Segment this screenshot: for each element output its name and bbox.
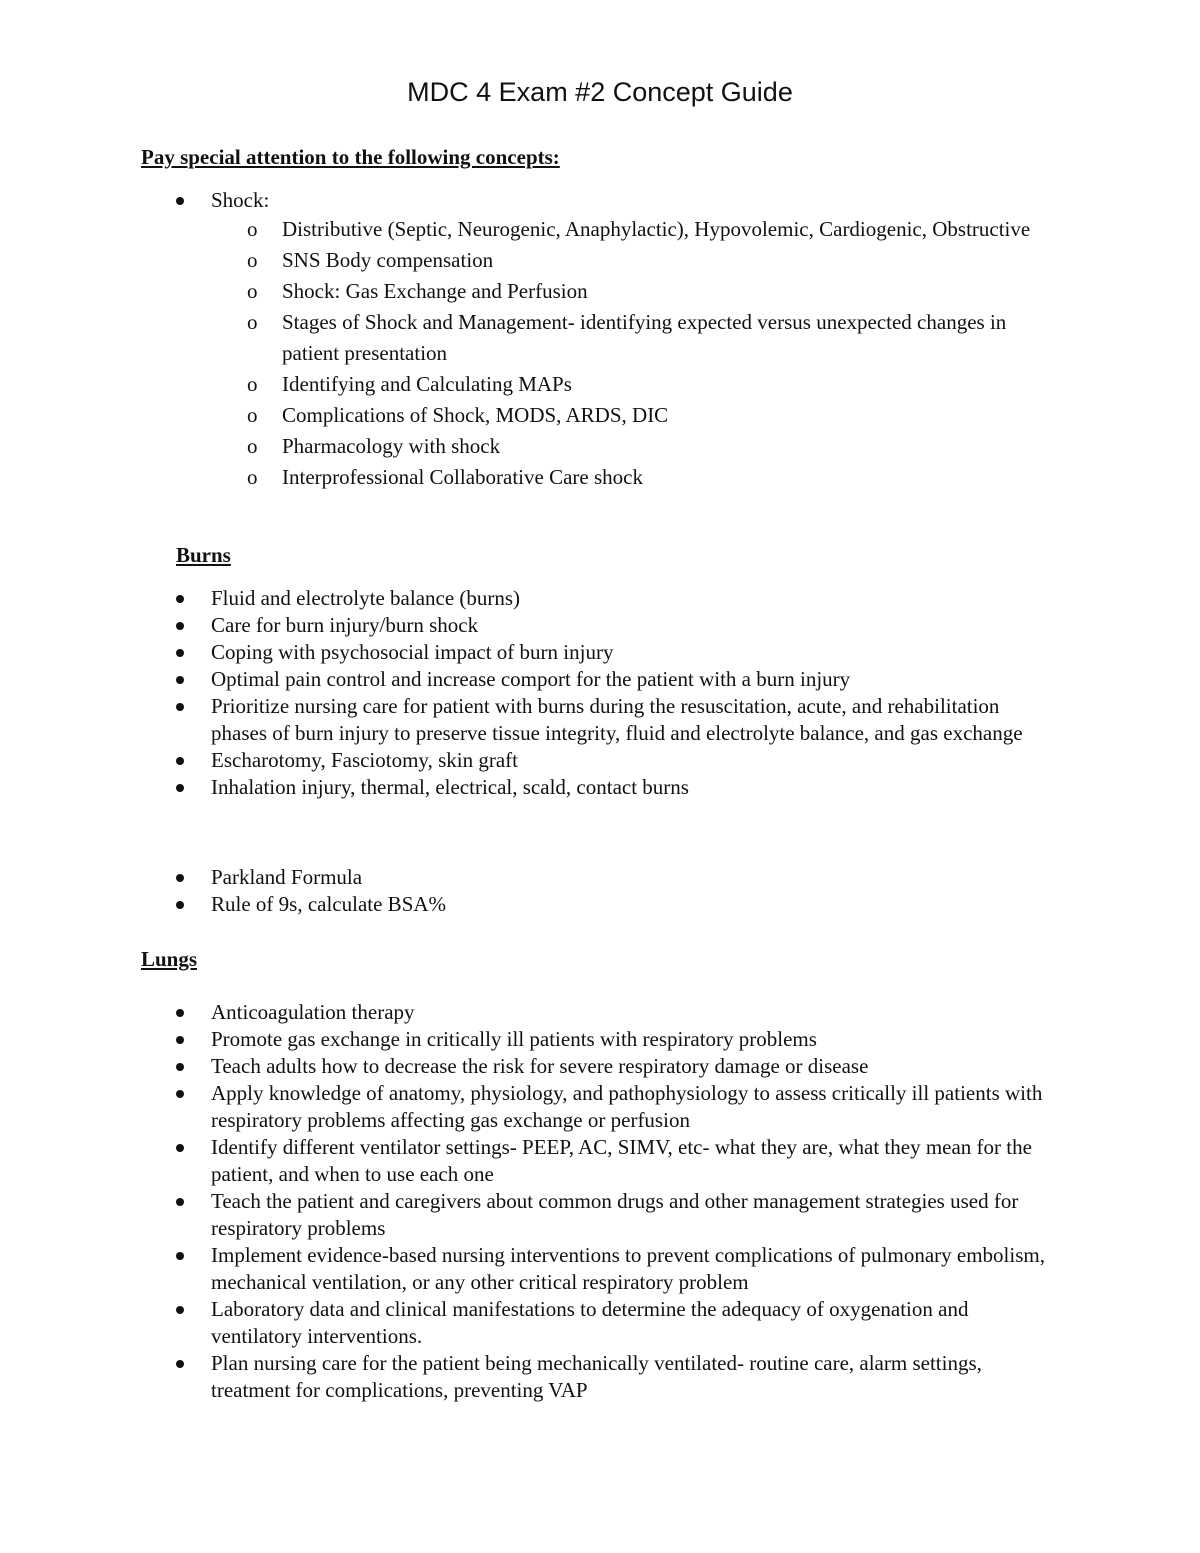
bullet-icon (176, 784, 184, 792)
bullet-icon (176, 622, 184, 630)
bullet-icon (176, 1090, 184, 1098)
bullet-icon (176, 1144, 184, 1152)
list-item: Escharotomy, Fasciotomy, skin graft (0, 747, 1051, 774)
bullet-icon (176, 1306, 184, 1314)
lungs-heading: Lungs (141, 947, 198, 971)
sub-list-item: o Distributive (Septic, Neurogenic, Anaphylactic), Hypovolemic, Cardiogenic, Obstructive (211, 214, 1042, 245)
list-item: Care for burn injury/burn shock (0, 612, 1051, 639)
shock-label: Shock: (211, 188, 270, 212)
sub-list-item: o SNS Body compensation (211, 245, 1042, 276)
sub-list-item: o Identifying and Calculating MAPs (211, 369, 1042, 400)
list-item: Plan nursing care for the patient being mechanically ventilated- routine care, alarm settings, treatment for complications, preventing VAP (0, 1350, 1051, 1404)
list-item: Inhalation injury, thermal, electrical, scald, contact burns (0, 774, 1051, 801)
bullet-icon (176, 757, 184, 765)
sub-list-item: o Shock: Gas Exchange and Perfusion (211, 276, 1042, 307)
list-item: Coping with psychosocial impact of burn injury (0, 639, 1051, 666)
burns-list-2 (0, 864, 1200, 918)
list-item: Apply knowledge of anatomy, physiology, and pathophysiology to assess critically ill patients with respiratory problems affecting gas exchange or perfusion (0, 1080, 1051, 1134)
list-item: Prioritize nursing care for patient with burns during the resuscitation, acute, and rehabilitation phases of burn injury to preserve tissue integrity, fluid and electrolyte balance, and gas exchange (0, 693, 1051, 747)
list-item: Parkland Formula (0, 864, 1051, 891)
shock-sublist (211, 214, 1051, 493)
hollow-bullet-icon: o (247, 465, 258, 489)
intro-heading: Pay special attention to the following concepts: (141, 145, 560, 169)
list-item: Fluid and electrolyte balance (burns) (0, 585, 1051, 612)
hollow-bullet-icon: o (247, 372, 258, 396)
sub-list-item: o Interprofessional Collaborative Care shock (211, 462, 1042, 493)
list-item: Identify different ventilator settings- PEEP, AC, SIMV, etc- what they are, what they mean for the patient, and when to use each one (0, 1134, 1051, 1188)
list-item: Teach the patient and caregivers about common drugs and other management strategies used for respiratory problems (0, 1188, 1051, 1242)
hollow-bullet-icon: o (247, 279, 258, 303)
bullet-icon (176, 1360, 184, 1368)
sub-list-item: o Complications of Shock, MODS, ARDS, DIC (211, 400, 1042, 431)
bullet-icon (176, 901, 184, 909)
bullet-icon (176, 595, 184, 603)
shock-list (0, 187, 1200, 493)
bullet-icon (176, 1009, 184, 1017)
bullet-icon (176, 874, 184, 882)
list-item: Anticoagulation therapy (0, 999, 1051, 1026)
bullet-icon (176, 1252, 184, 1260)
list-item: Implement evidence-based nursing interventions to prevent complications of pulmonary embolism, mechanical ventilation, or any other critical respiratory problem (0, 1242, 1051, 1296)
bullet-icon (176, 1198, 184, 1206)
sub-list-item: o Pharmacology with shock (211, 431, 1042, 462)
list-item: Teach adults how to decrease the risk for severe respiratory damage or disease (0, 1053, 1051, 1080)
bullet-icon (176, 703, 184, 711)
bullet-icon (176, 1036, 184, 1044)
list-item: Optimal pain control and increase comport for the patient with a burn injury (0, 666, 1051, 693)
document-title: MDC 4 Exam #2 Concept Guide (407, 77, 793, 107)
hollow-bullet-icon: o (247, 248, 258, 272)
hollow-bullet-icon: o (247, 403, 258, 427)
list-item: Rule of 9s, calculate BSA% (0, 891, 1051, 918)
sub-list-item: o Stages of Shock and Management- identifying expected versus unexpected changes in patient presentation (211, 307, 1042, 369)
burns-list (0, 585, 1200, 801)
hollow-bullet-icon: o (247, 217, 258, 241)
bullet-icon (176, 197, 184, 205)
list-item: Laboratory data and clinical manifestations to determine the adequacy of oxygenation and ventilatory interventions. (0, 1296, 1051, 1350)
hollow-bullet-icon: o (247, 310, 258, 334)
list-item-shock (0, 187, 1051, 493)
bullet-icon (176, 649, 184, 657)
list-item: Promote gas exchange in critically ill patients with respiratory problems (0, 1026, 1051, 1053)
lungs-list (0, 999, 1200, 1404)
bullet-icon (176, 676, 184, 684)
bullet-icon (176, 1063, 184, 1071)
hollow-bullet-icon: o (247, 434, 258, 458)
burns-heading: Burns (176, 543, 231, 567)
